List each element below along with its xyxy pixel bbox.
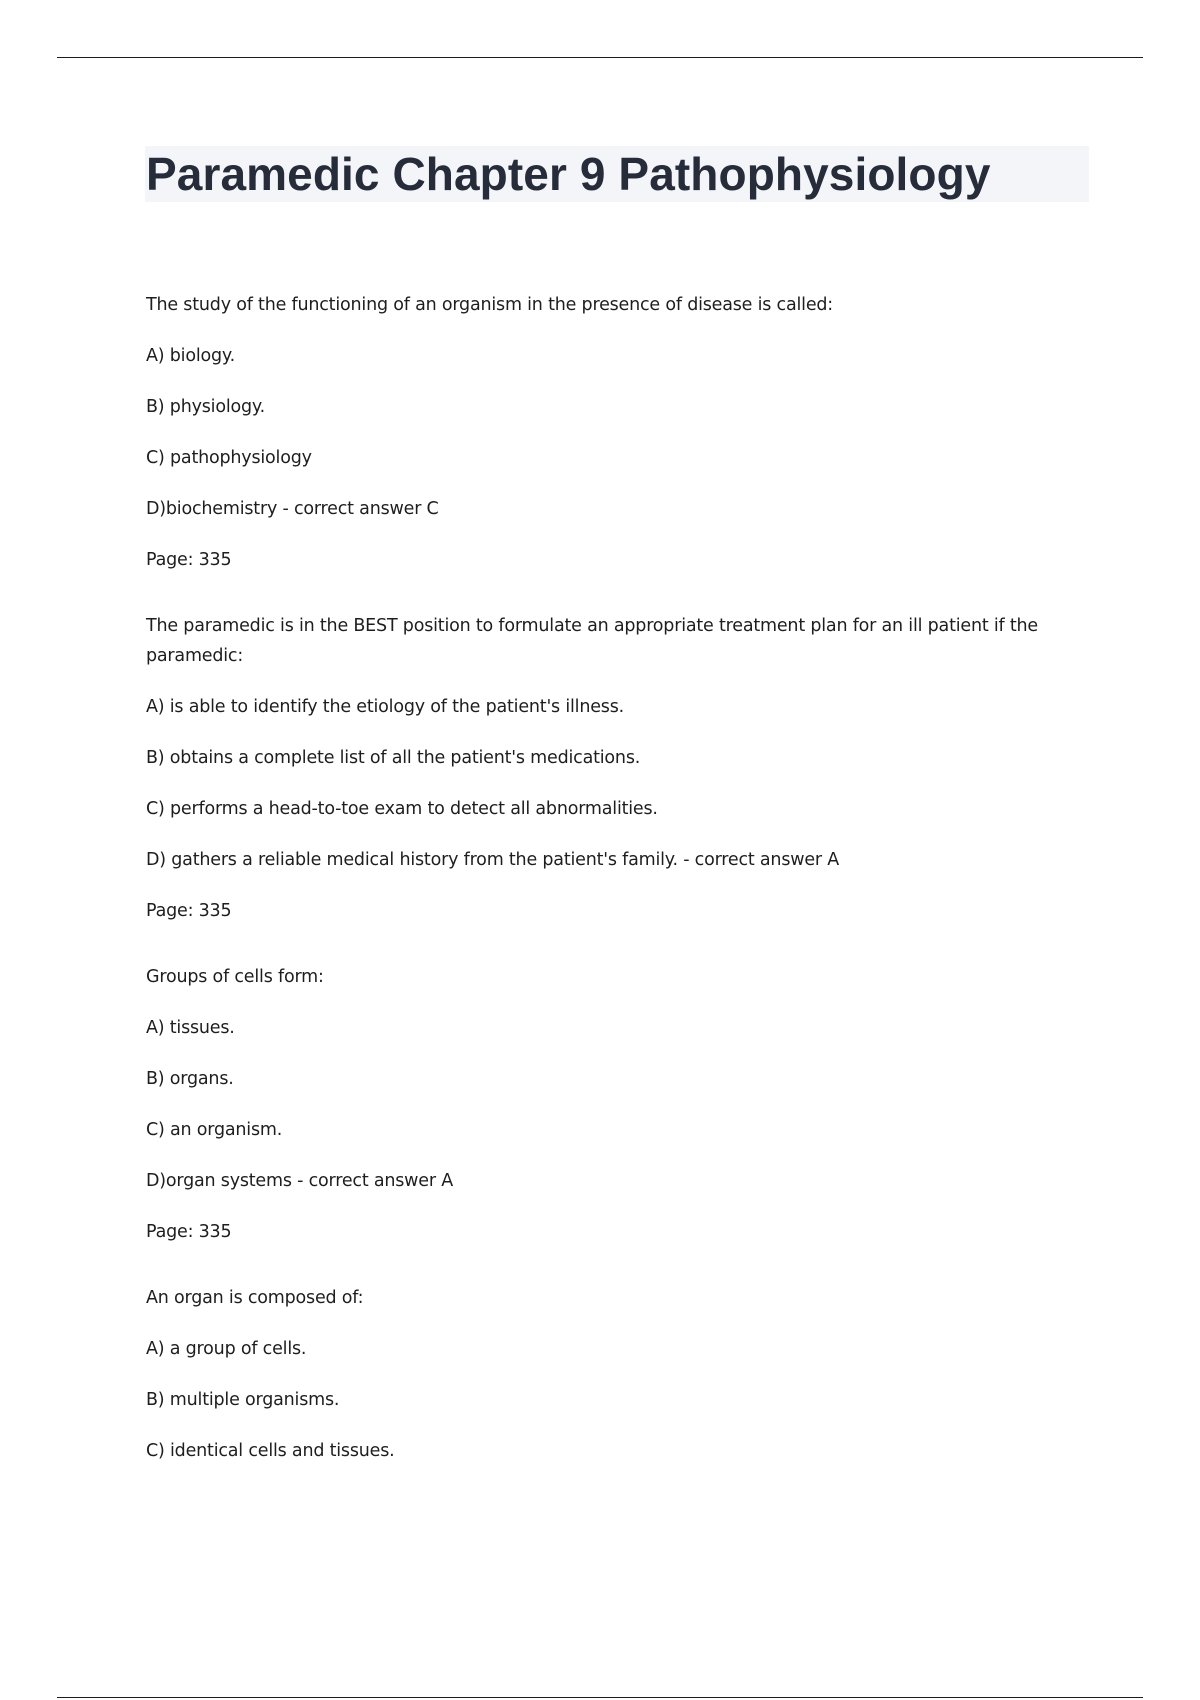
question-prompt: Groups of cells form:: [146, 967, 324, 987]
question-2: [146, 611, 1091, 926]
answer-option: A) biology.: [146, 346, 235, 366]
answer-option: C) identical cells and tissues.: [146, 1441, 395, 1461]
answer-option: D) gathers a reliable medical history from the patient's family. - correct answer A: [146, 850, 840, 870]
page-reference: Page: 335: [146, 550, 232, 570]
answer-option: D)organ systems - correct answer A: [146, 1171, 453, 1191]
answer-option: A) a group of cells.: [146, 1339, 307, 1359]
question-prompt: The paramedic is in the BEST position to formulate an appropriate treatment plan for an ill patient if the paramedic:: [146, 616, 1038, 666]
answer-option: C) an organism.: [146, 1120, 283, 1140]
top-rule: [57, 57, 1143, 58]
answer-option: B) obtains a complete list of all the patient's medications.: [146, 748, 641, 768]
answer-option: C) pathophysiology: [146, 448, 312, 468]
bottom-rule: [57, 1697, 1143, 1698]
answer-option: A) tissues.: [146, 1018, 235, 1038]
answer-option: D)biochemistry - correct answer C: [146, 499, 439, 519]
question-prompt: An organ is composed of:: [146, 1288, 364, 1308]
page-reference: Page: 335: [146, 1222, 232, 1242]
answer-option: B) organs.: [146, 1069, 234, 1089]
question-4: [146, 1283, 1091, 1466]
question-3: [146, 962, 1091, 1247]
answer-option: C) performs a head-to-toe exam to detect all abnormalities.: [146, 799, 658, 819]
answer-option: B) physiology.: [146, 397, 265, 417]
answer-option: A) is able to identify the etiology of the patient's illness.: [146, 697, 624, 717]
document-body: [146, 290, 1091, 1502]
question-1: [146, 290, 1091, 575]
page-reference: Page: 335: [146, 901, 232, 921]
page-title: Paramedic Chapter 9 Pathophysiology: [146, 148, 991, 200]
answer-option: B) multiple organisms.: [146, 1390, 340, 1410]
question-prompt: The study of the functioning of an organism in the presence of disease is called:: [146, 295, 833, 315]
